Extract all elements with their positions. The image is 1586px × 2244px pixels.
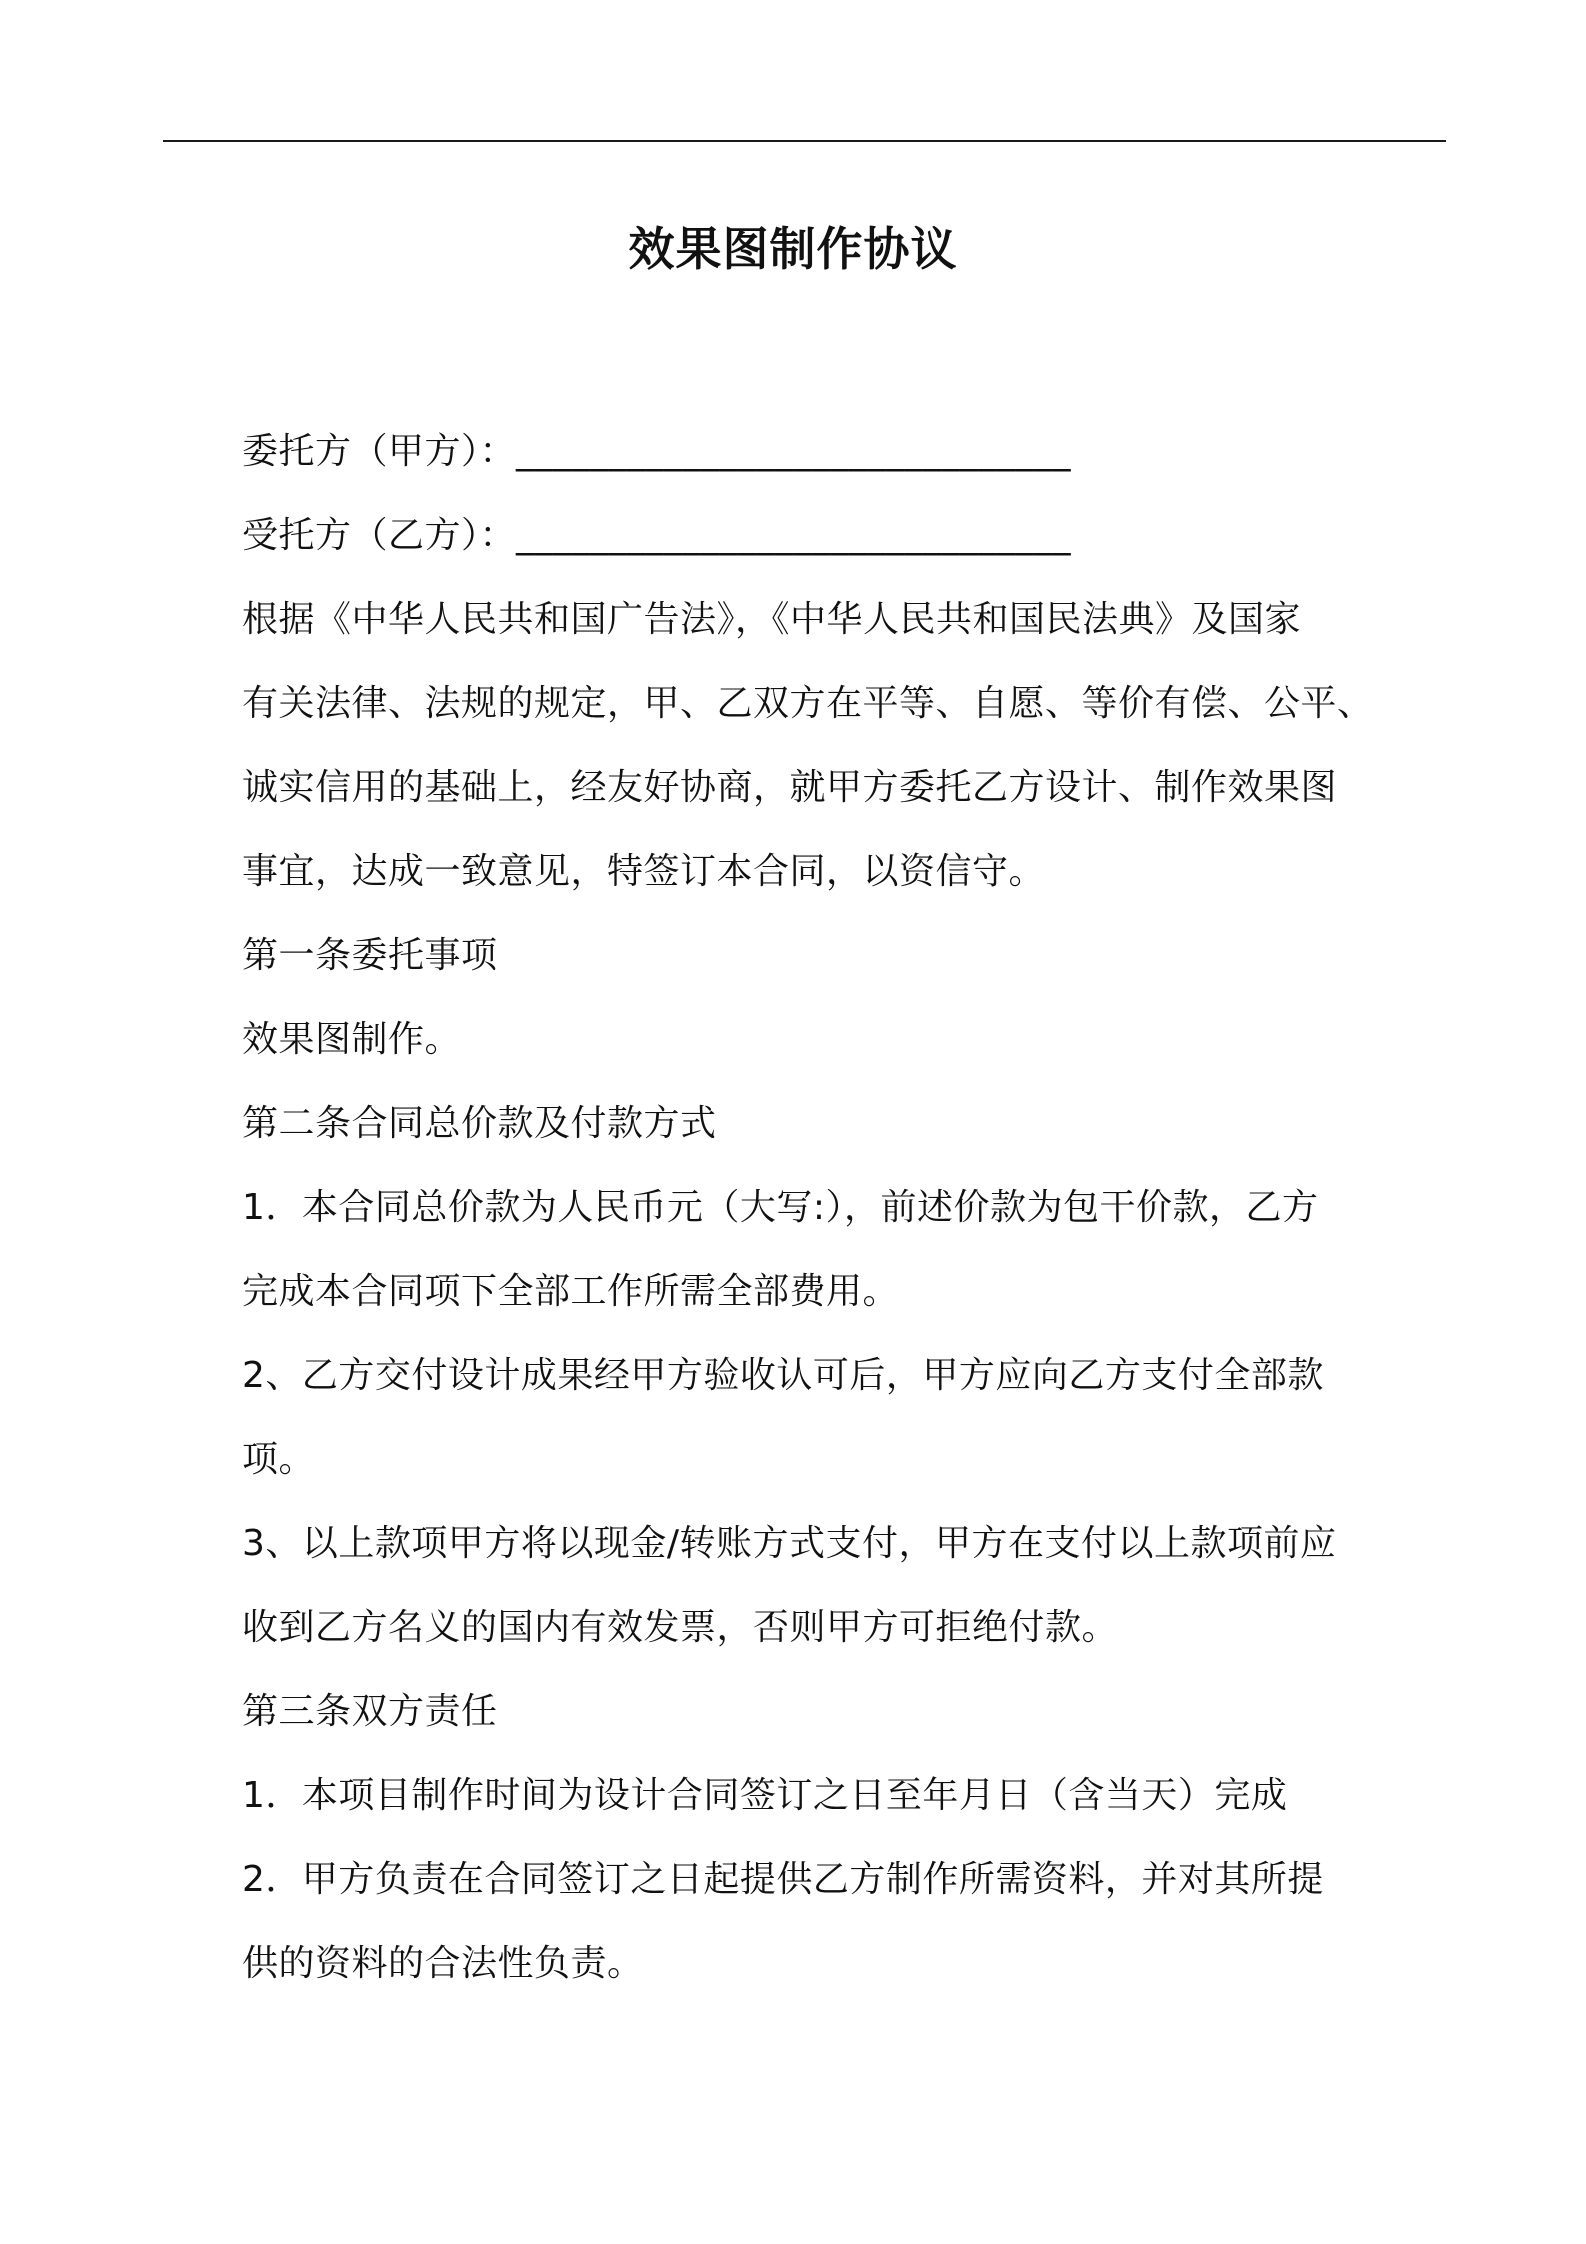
paragraph-line: 3、以上款项甲方将以现金/转账方式支付，甲方在支付以上款项前应 bbox=[242, 1523, 1337, 1564]
section-heading: 第三条双方责任 bbox=[242, 1691, 498, 1732]
party-b-line: 受托方（乙方）：______________________________ bbox=[242, 515, 1072, 556]
paragraph-line: 项。 bbox=[242, 1439, 316, 1480]
paragraph-line: 1．本合同总价款为人民币元（大写:），前述价款为包干价款，乙方 bbox=[242, 1187, 1319, 1228]
paragraph-line: 收到乙方名义的国内有效发票，否则甲方可拒绝付款。 bbox=[242, 1607, 1119, 1648]
party-a-line: 委托方（甲方）：______________________________ bbox=[242, 431, 1072, 472]
paragraph-line: 效果图制作。 bbox=[242, 1019, 462, 1060]
paragraph-line: 事宜，达成一致意见，特签订本合同，以资信守。 bbox=[242, 851, 1046, 892]
paragraph-line: 根据《中华人民共和国广告法》，《中华人民共和国民法典》及国家 bbox=[242, 599, 1302, 640]
document-title: 效果图制作协议 bbox=[628, 222, 958, 276]
paragraph-line: 2．甲方负责在合同签订之日起提供乙方制作所需资料，并对其所提 bbox=[242, 1859, 1324, 1900]
paragraph-line: 完成本合同项下全部工作所需全部费用。 bbox=[242, 1271, 900, 1312]
paragraph-line: 供的资料的合法性负责。 bbox=[242, 1943, 644, 1984]
paragraph-line: 2、乙方交付设计成果经甲方验收认可后，甲方应向乙方支付全部款 bbox=[242, 1355, 1324, 1396]
header-rule bbox=[163, 140, 1446, 142]
section-heading: 第一条委托事项 bbox=[242, 935, 498, 976]
paragraph-line: 1．本项目制作时间为设计合同签订之日至年月日（含当天）完成 bbox=[242, 1775, 1288, 1816]
document-body bbox=[242, 410, 1374, 2006]
section-heading: 第二条合同总价款及付款方式 bbox=[242, 1103, 717, 1144]
paragraph-line: 有关法律、法规的规定，甲、乙双方在平等、自愿、等价有偿、公平、 bbox=[242, 683, 1374, 724]
paragraph-line: 诚实信用的基础上，经友好协商，就甲方委托乙方设计、制作效果图 bbox=[242, 767, 1338, 808]
